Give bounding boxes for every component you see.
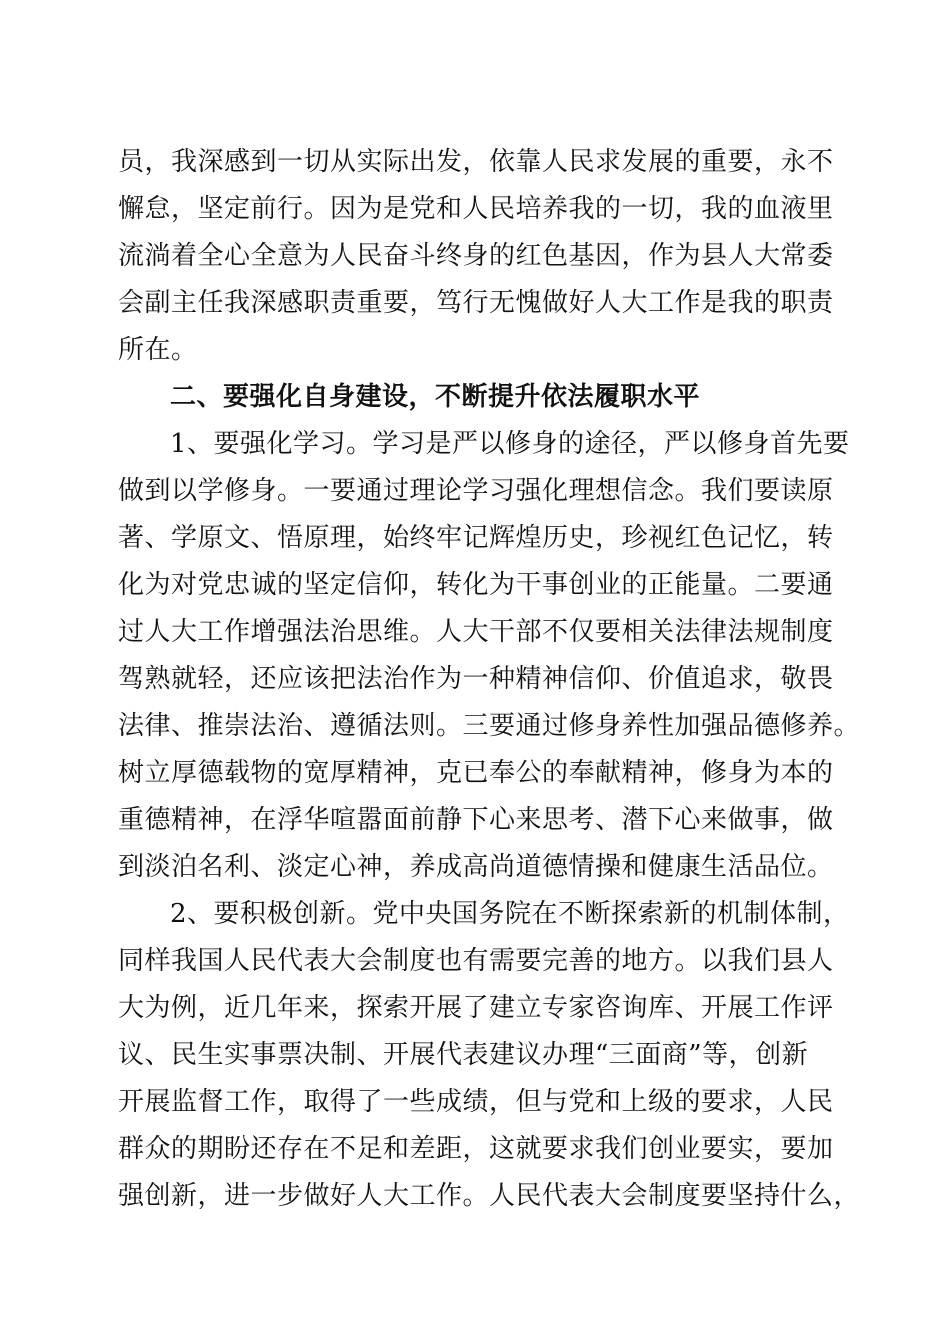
paragraph-line: 群众的期盼还存在不足和差距，这就要求我们创业要实，要加 <box>118 1134 834 1164</box>
paragraph-line: 开展监督工作，取得了一些成绩，但与党和上级的要求，人民 <box>118 1087 834 1117</box>
paragraph-line: 重德精神，在浮华喧嚣面前静下心来思考、潜下心来做事，做 <box>118 805 834 835</box>
paragraph-line: 强创新，进一步做好人大工作。人民代表大会制度要坚持什么， <box>118 1181 861 1211</box>
paragraph-line: 做到以学修身。一要通过理论学习强化理想信念。我们要读原 <box>118 476 834 506</box>
section-heading: 二、要强化自身建设，不断提升依法履职水平 <box>170 382 701 412</box>
paragraph-line: 法律、推崇法治、遵循法则。三要通过修身养性加强品德修养。 <box>118 711 861 741</box>
paragraph-line: 1、要强化学习。学习是严以修身的途径，严以修身首先要 <box>170 429 850 459</box>
paragraph-line: 2、要积极创新。党中央国务院在不断探索新的机制体制， <box>170 899 850 929</box>
paragraph-line: 议、民生实事票决制、开展代表建议办理“三面商”等，创新 <box>118 1040 809 1070</box>
paragraph-line: 树立厚德载物的宽厚精神，克已奉公的奉献精神，修身为本的 <box>118 758 834 788</box>
paragraph-line: 大为例，近几年来，探索开展了建立专家咨询库、开展工作评 <box>118 993 834 1023</box>
paragraph-line: 员，我深感到一切从实际出发，依靠人民求发展的重要，永不 <box>118 147 834 177</box>
paragraph-line: 驾熟就轻，还应该把法治作为一种精神信仰、价值追求，敬畏 <box>118 664 834 694</box>
paragraph-line: 懈怠，坚定前行。因为是党和人民培养我的一切，我的血液里 <box>118 194 834 224</box>
paragraph-line: 所在。 <box>118 335 198 365</box>
paragraph-line: 到淡泊名利、淡定心神，养成高尚道德情操和健康生活品位。 <box>118 852 834 882</box>
paragraph-line: 著、学原文、悟原理，始终牢记辉煌历史，珍视红色记忆，转 <box>118 523 834 553</box>
paragraph-line: 同样我国人民代表大会制度也有需要完善的地方。以我们县人 <box>118 946 834 976</box>
paragraph-line: 流淌着全心全意为人民奋斗终身的红色基因，作为县人大常委 <box>118 241 834 271</box>
paragraph-line: 会副主任我深感职责重要，笃行无愧做好人大工作是我的职责 <box>118 288 834 318</box>
paragraph-line: 化为对党忠诚的坚定信仰，转化为干事创业的正能量。二要通 <box>118 570 834 600</box>
paragraph-line: 过人大工作增强法治思维。人大干部不仅要相关法律法规制度 <box>118 617 834 647</box>
